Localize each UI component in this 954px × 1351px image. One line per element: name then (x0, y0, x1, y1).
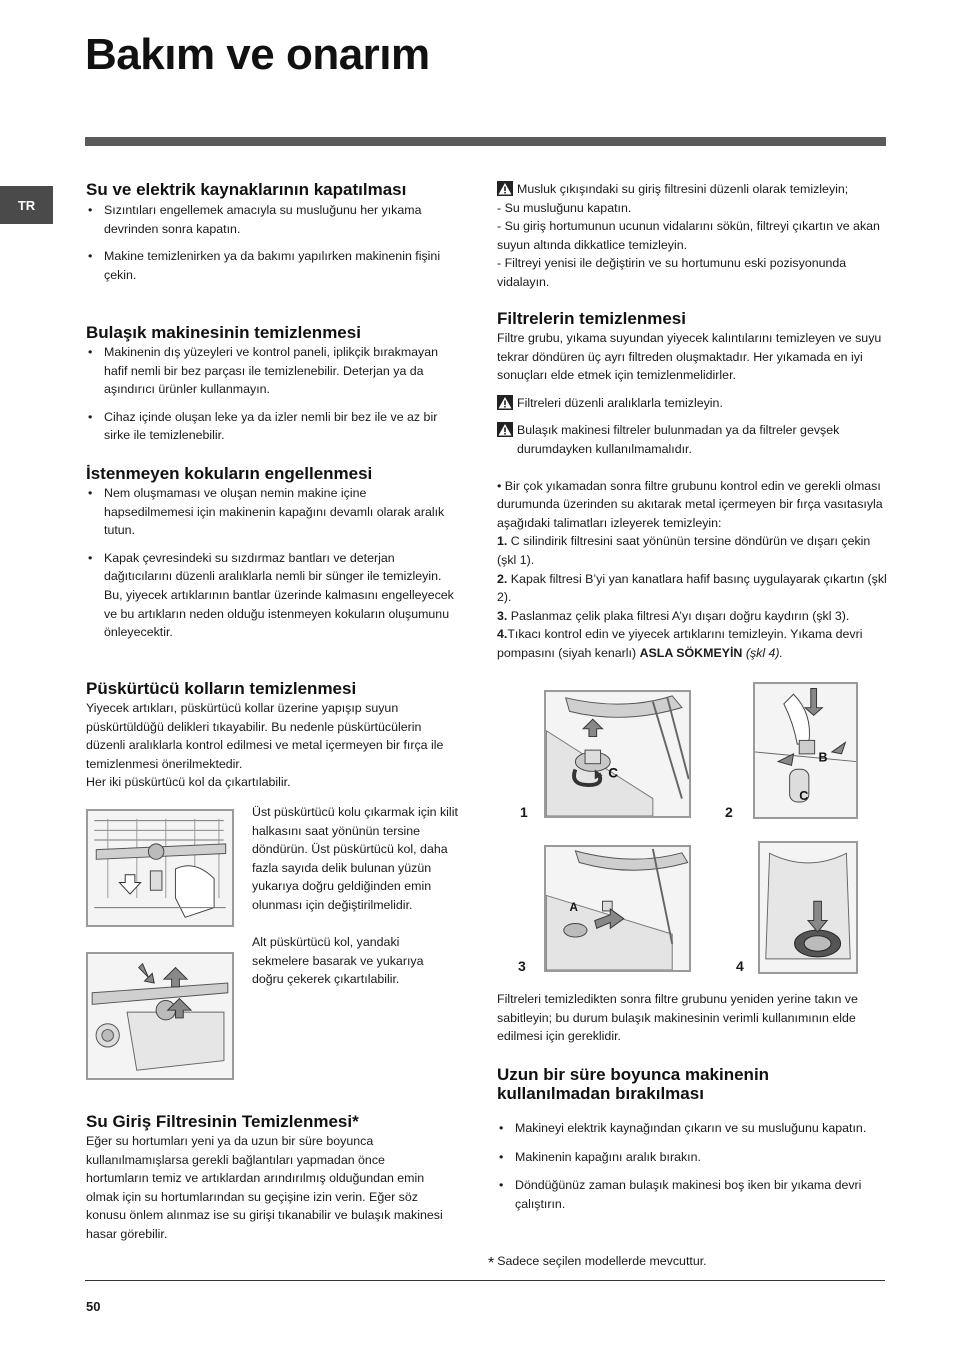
warning-triangle-icon (497, 422, 513, 437)
warning-note (497, 421, 887, 458)
filter-step-4-illustration (760, 843, 856, 972)
instruction-line: - Su giriş hortumunun ucunun vidalarını sökün, filtreyi çıkartın ve akan suyun altında dikkatlice temizleyin. (497, 219, 880, 252)
step (497, 570, 887, 607)
filter-step-1-illustration (546, 692, 689, 816)
paragraph: Her iki püskürtücü kol da çıkartılabilir. (86, 775, 291, 790)
page-title: Bakım ve onarım (85, 30, 430, 79)
warning-note (497, 180, 887, 199)
filter-label-c: C (799, 789, 809, 804)
filter-step-2-illustration (755, 684, 856, 817)
warning-text: Filtreleri düzenli aralıklarla temizleyin. (517, 395, 723, 410)
step-number: 2. (497, 571, 508, 586)
paragraph: Eğer su hortumları yeni ya da uzun bir süre boyunca kullanılmamışlarsa gerekli bağlantıları yapmadan önce hortumların temiz ve artıklardan arındırılmış olduğundan emin olmak için su hortumlarından su geçişine izin verin. Eğer söz konusu önlem alınmaz ise su girişi tıkanabilir ve bulaşık makinesi hasar görebilir. (86, 1134, 443, 1241)
section-title: Bulaşık makinesinin temizlenmesi (86, 323, 361, 342)
figure-filter-1 (544, 690, 691, 818)
section-title: Filtrelerin temizlenmesi (497, 309, 686, 328)
warning-text: Bulaşık makinesi filtreler bulunmadan ya da filtreler gevşek durumdayken kullanılmamalıdır. (517, 423, 840, 456)
figure-number: 2 (725, 804, 733, 820)
list-item: • Makine temizlenirken ya da bakımı yapılırken makinenin fişini çekin. (86, 247, 456, 284)
section-spray-arms (86, 679, 456, 792)
section-title: Su Giriş Filtresinin Temizlenmesi* (86, 1112, 359, 1131)
figure-lower-spray-arm (86, 952, 234, 1080)
instruction-line: - Su musluğunu kapatın. (497, 200, 632, 215)
step-number: 1. (497, 534, 508, 549)
filter-label-b: B (818, 750, 828, 765)
section-long-term (497, 1065, 887, 1213)
section-title: Uzun bir süre boyunca makinenin kullanılmadan bırakılması (497, 1065, 770, 1103)
warning-note (497, 394, 887, 413)
section-inlet-filter (86, 1112, 446, 1244)
step-warning: ASLA SÖKMEYİN (639, 645, 743, 660)
caption: Alt püskürtücü kol, yandaki sekmelere basarak ve yukarıya doğru çekerek çıkartılabilir. (252, 935, 424, 987)
list-item: • Makineyi elektrik kaynağından çıkarın ve su musluğunu kapatın. (497, 1119, 887, 1138)
step-text: C silindirik filtresini saat yönünün tersine döndürün ve dışarı çekin (şkl 1). (497, 534, 871, 567)
section-filters-reinstall (497, 990, 887, 1046)
section-cleaning (86, 323, 456, 445)
footnote-text: Sadece seçilen modellerde mevcuttur. (497, 1254, 707, 1268)
paragraph: Filtre grubu, yıkama suyundan yiyecek kalıntılarını temizleyen ve suyu tekrar döndüren üç ayrı filtreden oluşmaktadır. Her yıkamada en iyi sonuçları elde etmek için temizlenmelidirler. (497, 331, 882, 383)
step (497, 625, 887, 662)
step-text: Tıkacı kontrol edin ve yiyecek artıklarını temizleyin. Yıkama devri pompasını (siyah kenarlı) (497, 627, 863, 660)
list-item: • Makinenin kapağını aralık bırakın. (497, 1148, 887, 1167)
list-item: • Sızıntıları engellemek amacıyla su musluğunu her yıkama devrinden sonra kapatın. (86, 201, 456, 238)
section-filters (497, 309, 887, 663)
list-item: • Makinenin dış yüzeyleri ve kontrol paneli, iplikçik bırakmayan hafif nemli bir bez parçası ile temizlenebilir. Deterjan ya da aşındırıcı ürünler kullanmayın. (86, 343, 456, 399)
figure-filter-4 (758, 841, 858, 974)
step (497, 607, 887, 626)
figure-upper-spray-arm (86, 809, 234, 927)
footnote-star: * (488, 1255, 495, 1272)
section-title: Püskürtücü kolların temizlenmesi (86, 679, 357, 698)
caption-lower-spray-arm (252, 933, 452, 989)
footnote (488, 1254, 707, 1273)
list-item: • Cihaz içinde oluşan leke ya da izler nemli bir bez ile ve az bir sirke ile temizlenebilir. (86, 408, 456, 445)
list-item: • Kapak çevresindeki su sızdırmaz bantları ve deterjan dağıtıcılarını düzenli aralıklarla nemli bir sünger ile temizleyin. Bu, yiyecek artıklarının bantlar üzerinde kalmasını engelleyecek ve bu artıkların neden olduğu istenmeyen kokuların oluşumunu önleyecektir. (86, 549, 456, 642)
language-tab: TR (0, 186, 53, 224)
step-number: 4. (497, 627, 508, 642)
paragraph: Yiyecek artıkları, püskürtücü kollar üzerine yapışıp suyun püskürtüldüğü delikleri tıkayabilir. Bu nedenle püskürtücülerin düzenli aralıklarla kontrol edilmesi ve metal içermeyen bir fırça ile temizlenmesi önerilmektedir. (86, 701, 444, 771)
instruction-line: - Filtreyi yenisi ile değiştirin ve su hortumunu eski pozisyonunda vidalayın. (497, 256, 847, 289)
figure-filter-2 (753, 682, 858, 819)
upper-spray-arm-illustration (88, 811, 232, 925)
list-item: • Döndüğünüz zaman bulaşık makinesi boş iken bir yıkama devri çalıştırın. (497, 1176, 887, 1213)
section-title: Su ve elektrik kaynaklarının kapatılması (86, 180, 407, 199)
paragraph: • Bir çok yıkamadan sonra filtre grubunu kontrol edin ve gerekli olması durumunda üzerinden su akıtarak metal içermeyen bir fırça vasıtasıyla aşağıdaki talimatları izleyerek temizleyin: (497, 478, 883, 530)
section-odors (86, 464, 456, 642)
caption: Üst püskürtücü kolu çıkarmak için kilit halkasını saat yönünün tersine döndürün. Üst püskürtücü kol, daha fazla sayıda delik bulunan yüzün yukarıya doğru geldiğinden emin olunması için değiştirilmelidir. (252, 805, 458, 912)
warning-triangle-icon (497, 395, 513, 410)
step (497, 532, 887, 569)
figure-filter-3 (544, 845, 691, 972)
paragraph: Filtreleri temizledikten sonra filtre grubunu yeniden yerine takın ve sabitleyin; bu durum bulaşık makinesinin verimli kullanımının elde edilmesi için gereklidir. (497, 992, 858, 1044)
filter-label-a: A (569, 900, 578, 914)
section-power-water (86, 180, 456, 284)
section-tap-filter (497, 180, 887, 292)
caption-upper-spray-arm (252, 803, 462, 915)
section-title: İstenmeyen kokuların engellenmesi (86, 464, 373, 483)
figure-number: 4 (736, 958, 744, 974)
footer-rule (85, 1280, 885, 1281)
list-item: • Nem oluşmaması ve oluşan nemin makine içine hapsedilmemesi için makinenin kapağını devamlı olarak aralık tutun. (86, 484, 456, 540)
page-number: 50 (86, 1299, 101, 1314)
warning-triangle-icon (497, 181, 513, 196)
title-rule (85, 137, 886, 146)
step-number: 3. (497, 608, 508, 623)
step-text: Kapak filtresi B’yi yan kanatlara hafif basınç uygulayarak çıkartın (şkl 2). (497, 571, 887, 605)
figure-number: 3 (518, 958, 526, 974)
lower-spray-arm-illustration (88, 954, 232, 1078)
step-figure-ref: (şkl 4). (742, 645, 783, 660)
figure-number: 1 (520, 804, 528, 820)
filter-step-3-illustration (546, 847, 689, 970)
step-text: Paslanmaz çelik plaka filtresi A’yı dışarı doğru kaydırın (şkl 3). (507, 608, 850, 623)
filter-label-c: C (608, 765, 619, 781)
warning-text: Musluk çıkışındaki su giriş filtresini düzenli olarak temizleyin; (517, 182, 849, 196)
